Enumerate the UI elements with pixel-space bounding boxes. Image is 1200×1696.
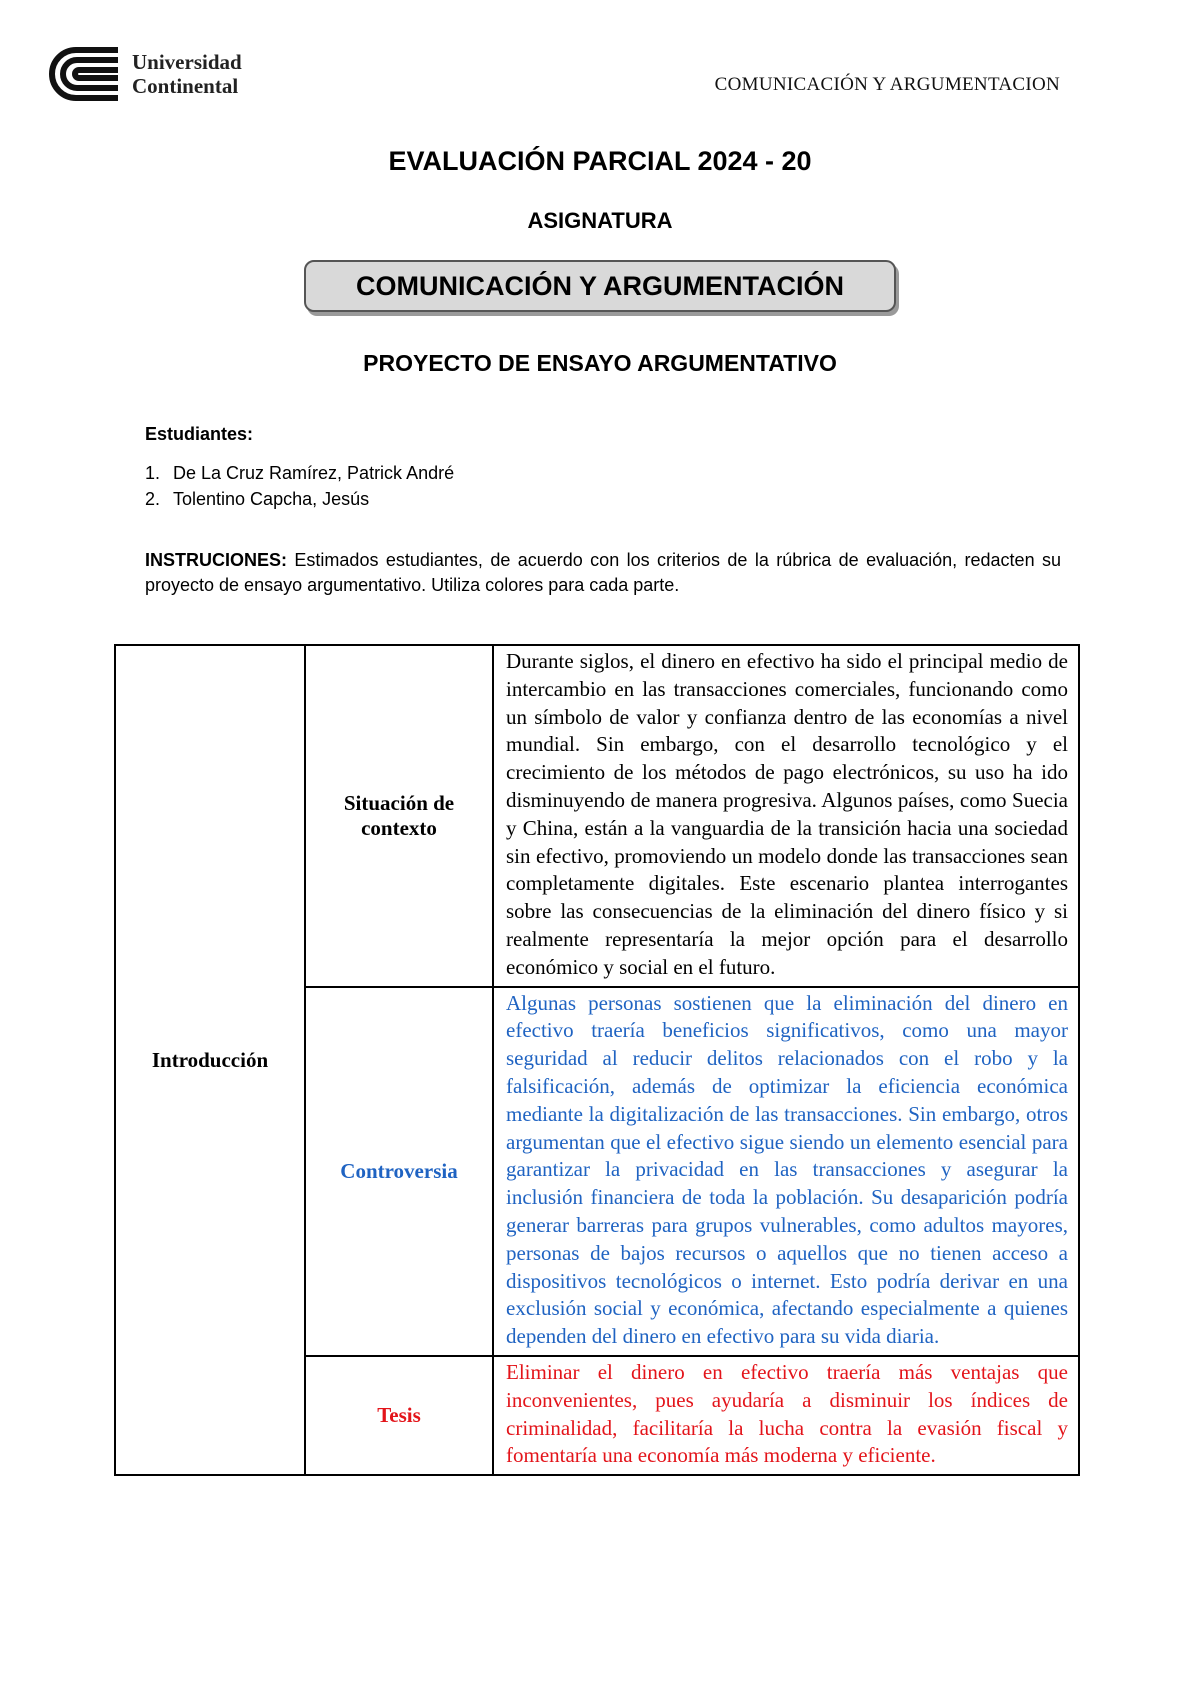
essay-table	[114, 644, 1080, 1476]
row-text: Durante siglos, el dinero en efectivo ha sido el principal medio de intercambio en las transacciones comerciales, funcionando como un símbolo de valor y confianza dentro de las economías a nivel mundial. Sin embargo, con el desarrollo tecnológico y el crecimiento de los métodos de pago electrónicos, su uso ha ido disminuyendo de manera progresiva. Algunos países, como Suecia y China, están a la vanguardia de la transición hacia una sociedad sin efectivo, promoviendo un modelo donde las transacciones sean completamente digitales. Este escenario plantea interrogantes sobre las consecuencias de la eliminación del dinero físico y si realmente representaría la mejor opción para el desarrollo económico y social en el futuro.	[493, 645, 1079, 987]
students-list	[145, 460, 454, 512]
student-name: De La Cruz Ramírez, Patrick André	[173, 463, 455, 483]
students-label: Estudiantes:	[145, 424, 254, 444]
student-item: 2. Tolentino Capcha, Jesús	[145, 489, 370, 509]
subject-box: COMUNICACIÓN Y ARGUMENTACIÓN	[304, 260, 896, 312]
logo-line2: Continental	[132, 74, 239, 98]
university-logo-icon	[48, 46, 122, 102]
student-name: Tolentino Capcha, Jesús	[173, 489, 370, 509]
row-label: Tesis	[305, 1356, 493, 1475]
instructions-text: Estimados estudiantes, de acuerdo con los criterios de la rúbrica de evaluación, redacten su proyecto de ensayo argumentativo. Utiliza colores para cada parte.	[145, 550, 1061, 595]
university-logo	[48, 46, 242, 102]
row-label: Situación de contexto	[305, 645, 493, 987]
row-text: Algunas personas sostienen que la eliminación del dinero en efectivo traería beneficios significativos, como una mayor seguridad al reducir delitos relacionados con el robo y la falsificación, además de optimizar la eficiencia económica mediante la digitalización de las transacciones. Sin embargo, otros argumentan que el efectivo sigue siendo un elemento esencial para garantizar la privacidad en las transacciones y asegurar la inclusión financiera de toda la población. Su desaparición podría generar barreras para grupos vulnerables, como adultos mayores, personas de bajos recursos o aquellos que no tienen acceso a dispositivos tecnológicos o internet. Esto podría derivar en una exclusión social y económica, afectando especialmente a quienes dependen del dinero en efectivo para su vida diaria.	[493, 987, 1079, 1356]
table-row	[115, 645, 1079, 987]
instructions-label: INSTRUCIONES:	[145, 550, 288, 570]
course-header: COMUNICACIÓN Y ARGUMENTACION	[714, 74, 1060, 95]
page-title: EVALUACIÓN PARCIAL 2024 - 20	[388, 146, 812, 176]
row-label: Controversia	[305, 987, 493, 1356]
instructions	[145, 548, 1061, 598]
project-title: PROYECTO DE ENSAYO ARGUMENTATIVO	[363, 350, 837, 376]
student-item: 1. De La Cruz Ramírez, Patrick André	[145, 463, 455, 483]
row-text: Eliminar el dinero en efectivo traería más ventajas que inconvenientes, pues ayudaría a disminuir los índices de criminalidad, facilitaría la lucha contra la evasión fiscal y fomentaría una economía más moderna y eficiente.	[493, 1356, 1079, 1475]
subject-label: ASIGNATURA	[527, 208, 673, 233]
section-cell: Introducción	[115, 645, 305, 1475]
logo-text	[132, 50, 242, 98]
logo-line1: Universidad	[132, 50, 242, 74]
